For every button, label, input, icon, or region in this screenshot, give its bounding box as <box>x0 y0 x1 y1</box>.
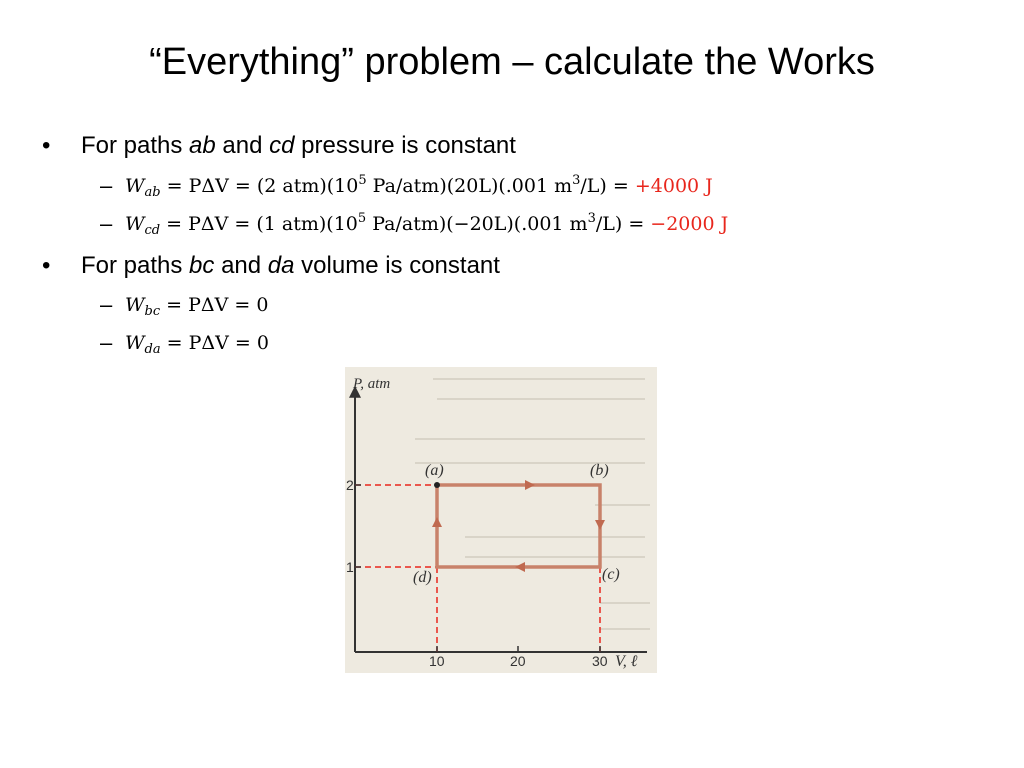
label-point-a: (a) <box>425 462 444 479</box>
x-tick-30: 30 <box>592 653 608 669</box>
bullet-text: For paths ab and cd pressure is constant <box>81 132 516 159</box>
y-tick-1: 1 <box>346 559 354 575</box>
pv-diagram <box>345 367 657 673</box>
label-point-d: (d) <box>413 569 432 586</box>
work-cd-result: −2000 J <box>650 213 729 235</box>
label-point-c: (c) <box>602 566 620 583</box>
bullet-text: For paths bc and da volume is constant <box>81 252 500 279</box>
work-ab-result: +4000 J <box>634 175 713 197</box>
x-axis-label: V, ℓ <box>615 653 638 670</box>
sub-bullet-dash: – <box>100 330 113 355</box>
figure-background <box>345 367 657 673</box>
label-point-b: (b) <box>590 462 609 479</box>
equation-text: $W_{da} = P\Delta V = 0$ <box>125 332 269 357</box>
x-tick-10: 10 <box>429 653 445 669</box>
sub-bullet-dash: – <box>100 173 113 198</box>
equation-text: $W_{bc} = P\Delta V = 0$ <box>125 294 269 319</box>
bullet-dot: • <box>42 252 51 279</box>
y-tick-2: 2 <box>346 477 354 493</box>
sub-bullet-dash: – <box>100 292 113 317</box>
x-tick-20: 20 <box>510 653 526 669</box>
y-axis-label: P, atm <box>353 376 391 392</box>
sub-bullet-dash: – <box>100 211 113 236</box>
equation-text: $W_{cd} = P\Delta V = (1$ $atm)(10^5$ Pa/atm)(−20L)(.001 $m^3/L) = -2000$ J <box>125 211 729 238</box>
slide-title: “Everything” problem – calculate the Works <box>149 41 875 83</box>
bullet-dot: • <box>42 132 51 159</box>
point-a-dot <box>434 482 440 488</box>
equation-text: $W_{ab} = P\Delta V = (2$ $atm)(10^5$ Pa/atm)(20L)(.001 $m^3/L) = +4000$ J <box>125 173 713 200</box>
